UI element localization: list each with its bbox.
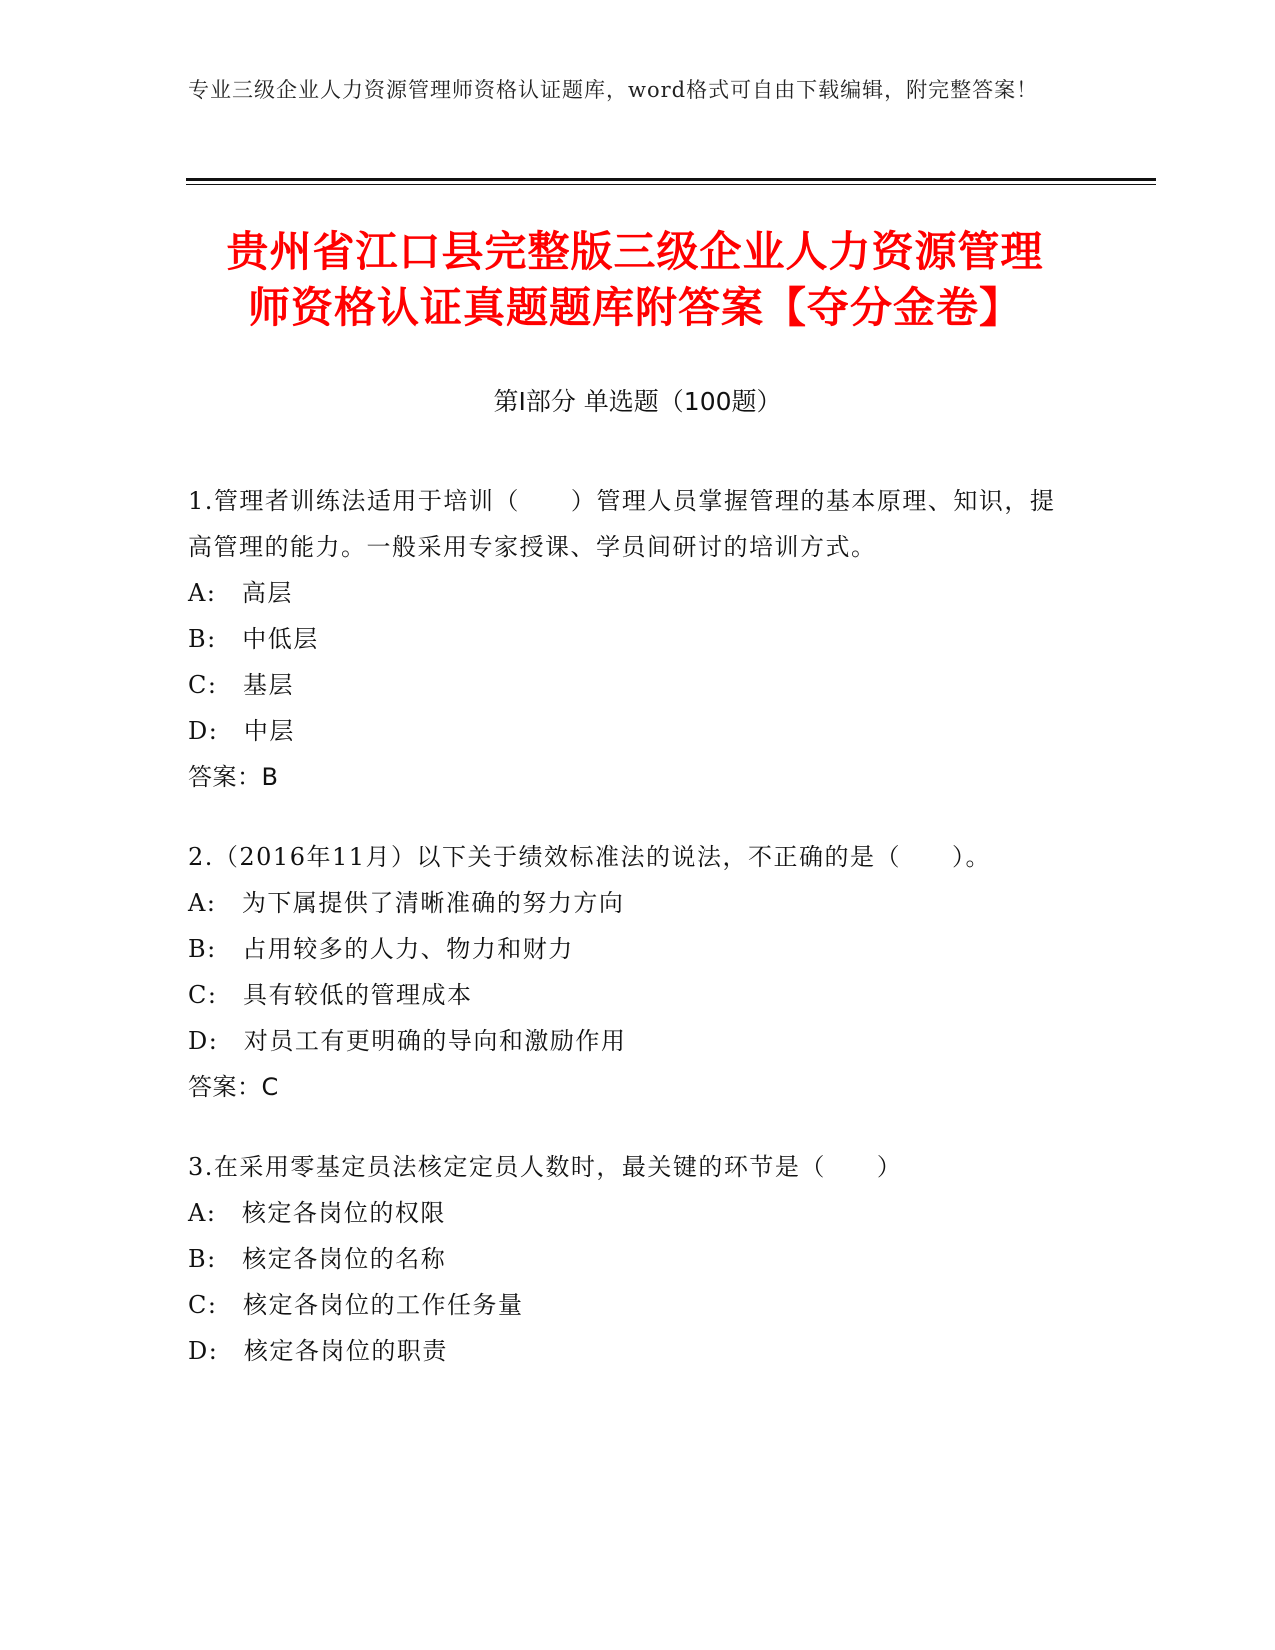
- option-b: B: 占用较多的人力、物力和财力: [188, 935, 574, 963]
- option-d: D: 核定各岗位的职责: [188, 1337, 448, 1365]
- option-a: A: 核定各岗位的权限: [188, 1199, 446, 1227]
- option-a: A: 为下属提供了清晰准确的努力方向: [188, 889, 625, 917]
- question-1: [188, 478, 1068, 800]
- option-d: D: 中层: [188, 717, 295, 745]
- question-stem: 2.（2016年11月）以下关于绩效标准法的说法，不正确的是（ ）。: [188, 843, 992, 871]
- header-note: 专业三级企业人力资源管理师资格认证题库，word格式可自由下载编辑，附完整答案！: [188, 78, 1039, 102]
- option-b: B: 核定各岗位的名称: [188, 1245, 447, 1273]
- title-line-2: 师资格认证真题题库附答案【夺分金卷】: [247, 283, 1022, 332]
- title-line-1: 贵州省江口县完整版三级企业人力资源管理: [226, 227, 1044, 276]
- question-2: [188, 834, 1068, 1110]
- option-b: B: 中低层: [188, 625, 319, 653]
- document-title: [140, 224, 1130, 336]
- answer-line: 答案：B: [188, 763, 279, 791]
- question-stem: 3.在采用零基定员法核定定员人数时，最关键的环节是（ ）: [188, 1153, 903, 1181]
- option-c: C: 具有较低的管理成本: [188, 981, 473, 1009]
- option-c: C: 核定各岗位的工作任务量: [188, 1291, 524, 1319]
- section-heading: 第Ⅰ部分 单选题（100题）: [493, 387, 782, 416]
- answer-line: 答案：C: [188, 1073, 279, 1101]
- option-c: C: 基层: [188, 671, 294, 699]
- question-stem: 1.管理者训练法适用于培训（ ）管理人员掌握管理的基本原理、知识，提高管理的能力。一般采用专家授课、学员间研讨的培训方式。: [188, 487, 1056, 561]
- option-a: A: 高层: [188, 579, 293, 607]
- header-rule-thin: [186, 184, 1156, 185]
- header-rule-thick: [186, 178, 1156, 181]
- question-3: [188, 1144, 1068, 1374]
- question-list: [188, 478, 1068, 1408]
- option-d: D: 对员工有更明确的导向和激励作用: [188, 1027, 627, 1055]
